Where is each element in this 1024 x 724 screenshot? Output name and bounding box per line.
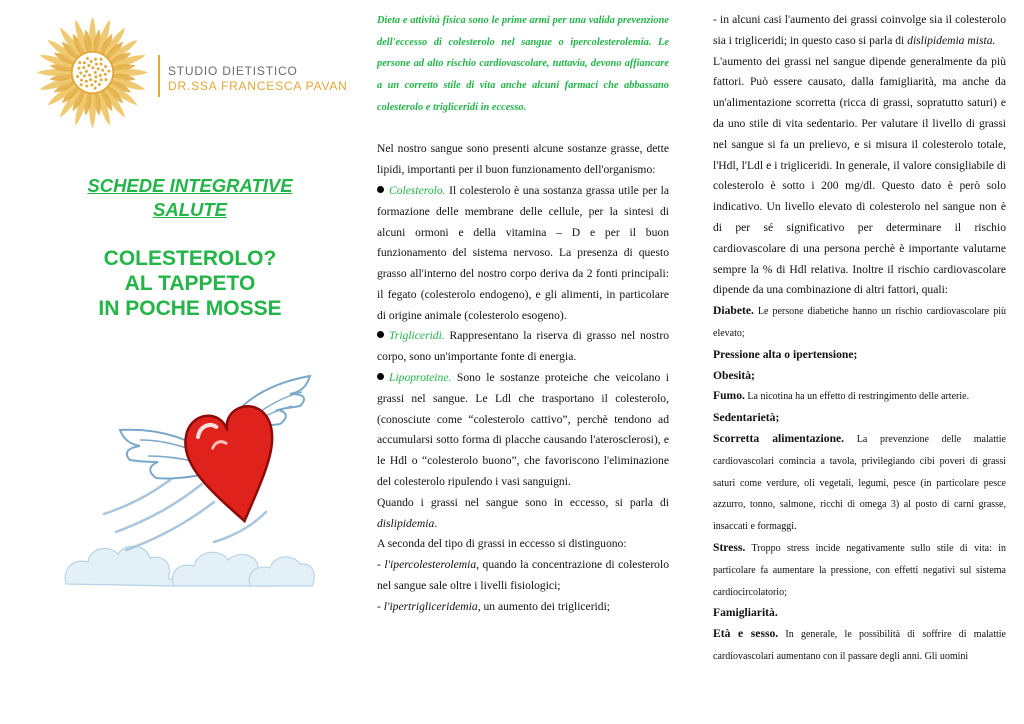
term-lipoproteins: Lipoproteine. — [389, 371, 452, 385]
main-title-line-1: COLESTEROLO? — [103, 247, 277, 270]
dyslipidemia-end: . — [434, 516, 438, 530]
intro-paragraph: Dieta e attività fisica sono le prime armi per una valida prevenzione dell'eccesso di colesterolo nel sangue o ipercolesterolemia. Le persone ad alto rischio cardiovascolare, tuttavia, devono affiancare a un corretto stile di vita anche alcuni farmaci che abbassano colesterolo e trigliceridi in eccesso. — [377, 15, 669, 113]
term-mixed-dyslipidemia: dislipidemia mista. — [907, 33, 996, 47]
lipids-paragraph: Nel nostro sangue sono presenti alcune sostanze grasse, dette lipidi, importanti per il buon funzionamento dell'organismo: — [377, 142, 669, 177]
dyslipidemia-paragraph — [377, 493, 669, 535]
main-title — [40, 246, 340, 321]
winged-heart-icon — [64, 372, 316, 587]
bullet-cholesterol — [377, 181, 669, 327]
factor-diet — [713, 429, 1006, 538]
types-paragraph: A seconda del tipo di grassi in eccesso si distinguono: — [377, 537, 627, 551]
dyslipidemia-text: Quando i grassi nel sangue sono in eccesso, si parla di — [377, 495, 669, 509]
list-dash: - — [377, 599, 384, 613]
triglycerides-text: Rappresentano la riserva di grasso nel nostro corpo, sono un'importante fonte di energia. — [377, 329, 669, 364]
factor-age-sex — [713, 624, 1006, 668]
risk-paragraph: L'aumento dei grassi nel sangue dipende generalmente da più fattori. Può essere causato, dalla famigliarità, ma anche da un'alimentazione scorretta (ricca di grassi, sopratutto saturi) e da uno stile di vita sedentario. Per valutare il livello di grassi nel sangue si fa un prelievo, e si misura il colesterolo totale, l'Hdl, l'Ldl e i trigliceridi. In generale, il valore consigliabile di colesterolo è sotto i 200 mg/dl. Questo dato è però solo indicativo. Un livello elevato di colesterolo nel sangue non è di per sé significativo per determinare il rischio cardiovascolare di una persona perchè è importante valutarne sempre la % di Hdl relativa. Inoltre il rischio cardiovascolare dipende da una combinazione di altri fattori, quali: — [713, 54, 1006, 297]
bullet-icon — [377, 186, 384, 193]
list-item-mixed-dyslipidemia — [713, 10, 1006, 52]
factor-diabetes-text: Le persone diabetiche hanno un rischio cardiovascolare più elevato; — [713, 306, 1006, 339]
main-title-line-3: IN POCHE MOSSE — [98, 297, 282, 320]
term-hypercholesterolemia: l'ipercolesterolemia, — [384, 558, 480, 572]
logo-divider — [158, 55, 160, 97]
cover-panel — [0, 0, 350, 724]
factor-hypertension: Pressione alta o ipertensione; — [713, 347, 858, 361]
factor-family: Famigliarità. — [713, 606, 778, 620]
sunflower-logo-icon — [30, 15, 155, 130]
factor-obesity: Obesità; — [713, 368, 755, 382]
factor-age-sex-text: In generale, le possibilità di soffrire di malattie cardiovascolari aumentano con il passare degli anni. Gli uomini — [713, 629, 1006, 662]
factor-sedentary: Sedentarietà; — [713, 411, 780, 425]
series-title-line-1: SCHEDE INTEGRATIVE — [87, 175, 293, 196]
bullet-lipoproteins — [377, 368, 669, 493]
factor-age-sex-term: Età e sesso. — [713, 627, 779, 641]
factor-smoking-term: Fumo. — [713, 389, 745, 403]
studio-name: STUDIO DIETISTICO — [168, 64, 298, 78]
series-title — [40, 174, 340, 222]
cholesterol-text: Il colesterolo è una sostanza grassa utile per la formazione delle membrane delle cellule, per la sintesi di alcuni ormoni e della vitamina – D e per il buon funzionamento del sistema nervoso. La presenza di questo grasso all'interno del nostro corpo deriva da 2 fonti principali: il fegato (colesterolo endogeno), e gli alimenti, in particolare di origine animale (colesterolo esogeno). — [377, 183, 669, 322]
factor-smoking — [713, 386, 1006, 408]
main-title-line-2: AL TAPPETO — [124, 272, 256, 295]
right-column — [713, 10, 1006, 668]
term-triglycerides: Trigliceridi. — [389, 329, 445, 343]
bullet-icon — [377, 373, 384, 380]
factor-stress — [713, 538, 1006, 603]
list-dash: - — [377, 558, 385, 572]
factor-diet-term: Scorretta alimentazione. — [713, 431, 845, 445]
factor-smoking-text: La nicotina ha un effetto di restringimento delle arterie. — [744, 391, 970, 403]
bullet-icon — [377, 331, 384, 338]
factor-stress-text: Troppo stress incide negativamente sullo stile di vita: in particolare fa aumentare la pressione, con effetti negativi sul sistema cardiocircolatorio; — [713, 542, 1006, 598]
hypertriglyceridemia-text: un aumento dei trigliceridi; — [480, 599, 611, 613]
factor-diabetes — [713, 301, 1006, 345]
series-title-line-2: SALUTE — [153, 199, 227, 220]
factor-stress-term: Stress. — [713, 540, 746, 554]
factor-diet-text: La prevenzione delle malattie cardiovascolari comincia a tavola, privilegiando cibi poveri di grassi saturi come verdure, oli vegetali, legumi, pesce (in particolare pesce azzurro, tonno, salmone, ricchi di omega 3) al posto di carni grasse, insaccati e formaggi. — [713, 433, 1006, 533]
list-item-hypercholesterolemia — [377, 555, 669, 597]
lipoproteins-text: Sono le sostanze proteiche che veicolano i grassi nel sangue. Le Ldl che trasportano il colesterolo, (conosciute come “colesterolo cattivo”, perchè tendono ad accumularsi sotto forma di placche causando l'aterosclerosi), e le Hdl o “colesterolo buono”, che favoriscono l'eliminazione del colesterolo ripulendo i vasi sanguigni. — [377, 371, 669, 489]
bullet-triglycerides — [377, 326, 669, 368]
mixed-dyslipidemia-text: - in alcuni casi l'aumento dei grassi coinvolge sia il colesterolo sia i trigliceridi; in questo caso si parla di — [713, 13, 1006, 47]
term-hypertriglyceridemia: l'ipertrigliceridemia, — [383, 599, 481, 613]
factor-diabetes-term: Diabete. — [713, 304, 754, 318]
middle-column — [377, 10, 669, 618]
dyslipidemia-term: dislipidemia — [377, 516, 435, 530]
hypercholesterolemia-text: quando la concentrazione di colesterolo nel sangue sale oltre i livelli fisiologici; — [377, 558, 669, 593]
doctor-name: DR.SSA FRANCESCA PAVAN — [168, 79, 348, 93]
term-cholesterol: Colesterolo. — [389, 183, 446, 197]
spacer — [377, 119, 669, 140]
list-item-hypertriglyceridemia — [377, 597, 669, 618]
